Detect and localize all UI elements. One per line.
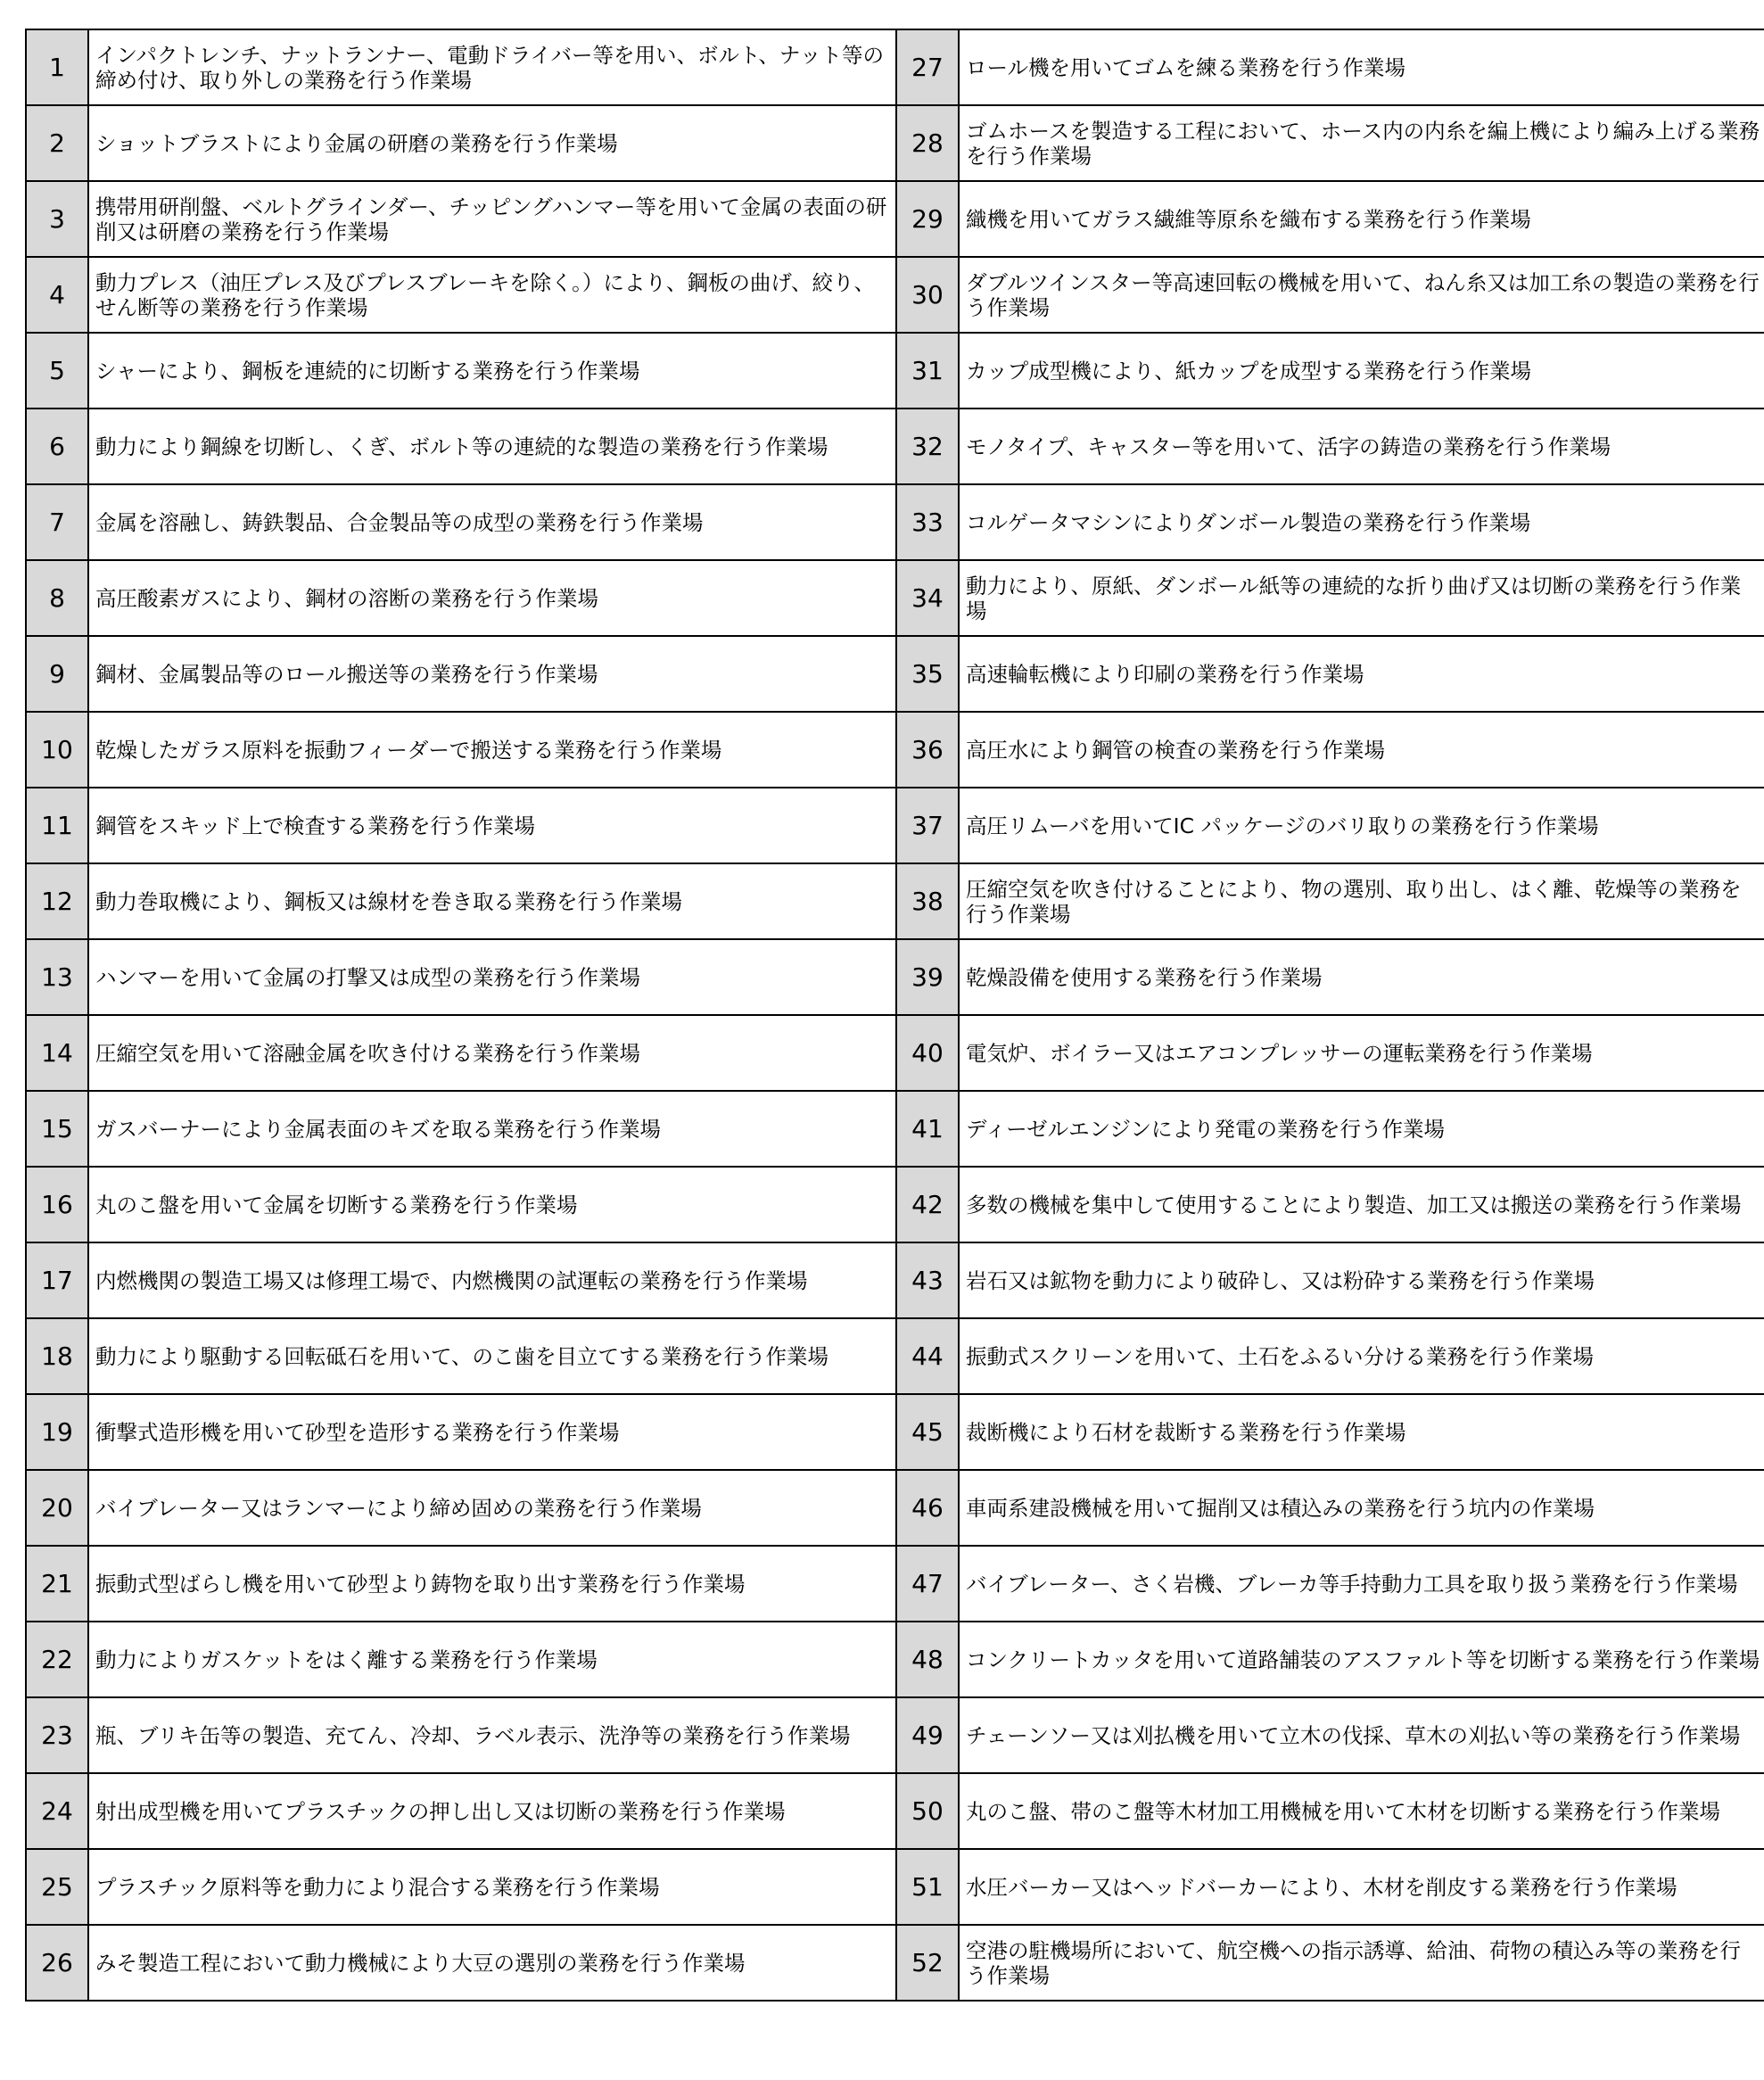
right-item-description: 動力により、原紙、ダンボール紙等の連続的な折り曲げ又は切断の業務を行う作業場 bbox=[959, 560, 1764, 636]
left-item-description: 動力によりガスケットをはく離する業務を行う作業場 bbox=[88, 1622, 896, 1697]
left-item-number: 24 bbox=[26, 1773, 88, 1849]
right-item-description: 岩石又は鉱物を動力により破砕し、又は粉砕する業務を行う作業場 bbox=[959, 1242, 1764, 1318]
left-item-description: 瓶、ブリキ缶等の製造、充てん、冷却、ラベル表示、洗浄等の業務を行う作業場 bbox=[88, 1697, 896, 1773]
left-item-description: 動力プレス（油圧プレス及びプレスブレーキを除く。）により、鋼板の曲げ、絞り、せん断等の業務を行う作業場 bbox=[88, 257, 896, 333]
right-item-description: ゴムホースを製造する工程において、ホース内の内糸を編上機により編み上げる業務を行う作業場 bbox=[959, 105, 1764, 181]
left-item-number: 11 bbox=[26, 788, 88, 863]
left-item-number: 7 bbox=[26, 484, 88, 560]
right-item-description: ダブルツインスター等高速回転の機械を用いて、ねん糸又は加工糸の製造の業務を行う作業場 bbox=[959, 257, 1764, 333]
left-item-number: 6 bbox=[26, 409, 88, 484]
right-item-number: 49 bbox=[896, 1697, 959, 1773]
table-row bbox=[26, 29, 1764, 105]
left-item-description: 鋼材、金属製品等のロール搬送等の業務を行う作業場 bbox=[88, 636, 896, 712]
table-row bbox=[26, 560, 1764, 636]
left-item-number: 23 bbox=[26, 1697, 88, 1773]
right-item-description: ロール機を用いてゴムを練る業務を行う作業場 bbox=[959, 29, 1764, 105]
right-item-description: コルゲータマシンによりダンボール製造の業務を行う作業場 bbox=[959, 484, 1764, 560]
right-item-number: 32 bbox=[896, 409, 959, 484]
left-item-description: 射出成型機を用いてプラスチックの押し出し又は切断の業務を行う作業場 bbox=[88, 1773, 896, 1849]
right-item-number: 36 bbox=[896, 712, 959, 788]
left-item-description: バイブレーター又はランマーにより締め固めの業務を行う作業場 bbox=[88, 1470, 896, 1546]
table-row bbox=[26, 1773, 1764, 1849]
table-row bbox=[26, 257, 1764, 333]
left-item-number: 9 bbox=[26, 636, 88, 712]
left-item-description: 高圧酸素ガスにより、鋼材の溶断の業務を行う作業場 bbox=[88, 560, 896, 636]
right-item-number: 33 bbox=[896, 484, 959, 560]
right-item-description: 裁断機により石材を裁断する業務を行う作業場 bbox=[959, 1394, 1764, 1470]
table-row bbox=[26, 105, 1764, 181]
left-item-number: 17 bbox=[26, 1242, 88, 1318]
right-item-description: 車両系建設機械を用いて掘削又は積込みの業務を行う坑内の作業場 bbox=[959, 1470, 1764, 1546]
left-item-description: 乾燥したガラス原料を振動フィーダーで搬送する業務を行う作業場 bbox=[88, 712, 896, 788]
left-item-description: インパクトレンチ、ナットランナー、電動ドライバー等を用い、ボルト、ナット等の締め付け、取り外しの業務を行う作業場 bbox=[88, 29, 896, 105]
right-item-description: コンクリートカッタを用いて道路舗装のアスファルト等を切断する業務を行う作業場 bbox=[959, 1622, 1764, 1697]
left-item-description: ショットブラストにより金属の研磨の業務を行う作業場 bbox=[88, 105, 896, 181]
left-item-description: 丸のこ盤を用いて金属を切断する業務を行う作業場 bbox=[88, 1167, 896, 1242]
left-item-description: ハンマーを用いて金属の打撃又は成型の業務を行う作業場 bbox=[88, 939, 896, 1015]
left-item-description: シャーにより、鋼板を連続的に切断する業務を行う作業場 bbox=[88, 333, 896, 409]
right-item-number: 38 bbox=[896, 863, 959, 939]
table-row bbox=[26, 1091, 1764, 1167]
right-item-number: 28 bbox=[896, 105, 959, 181]
right-item-description: チェーンソー又は刈払機を用いて立木の伐採、草木の刈払い等の業務を行う作業場 bbox=[959, 1697, 1764, 1773]
right-item-number: 48 bbox=[896, 1622, 959, 1697]
right-item-number: 34 bbox=[896, 560, 959, 636]
left-item-number: 20 bbox=[26, 1470, 88, 1546]
left-item-number: 16 bbox=[26, 1167, 88, 1242]
right-item-description: 乾燥設備を使用する業務を行う作業場 bbox=[959, 939, 1764, 1015]
right-item-description: ディーゼルエンジンにより発電の業務を行う作業場 bbox=[959, 1091, 1764, 1167]
left-item-number: 5 bbox=[26, 333, 88, 409]
left-item-number: 2 bbox=[26, 105, 88, 181]
left-item-description: 鋼管をスキッド上で検査する業務を行う作業場 bbox=[88, 788, 896, 863]
left-item-description: 携帯用研削盤、ベルトグラインダー、チッピングハンマー等を用いて金属の表面の研削又は研磨の業務を行う作業場 bbox=[88, 181, 896, 257]
left-item-number: 26 bbox=[26, 1925, 88, 2001]
table-row bbox=[26, 409, 1764, 484]
left-item-description: 動力により鋼線を切断し、くぎ、ボルト等の連続的な製造の業務を行う作業場 bbox=[88, 409, 896, 484]
right-item-description: 振動式スクリーンを用いて、土石をふるい分ける業務を行う作業場 bbox=[959, 1318, 1764, 1394]
table-row bbox=[26, 1470, 1764, 1546]
right-item-number: 31 bbox=[896, 333, 959, 409]
left-item-description: 動力巻取機により、鋼板又は線材を巻き取る業務を行う作業場 bbox=[88, 863, 896, 939]
right-item-number: 45 bbox=[896, 1394, 959, 1470]
left-item-number: 13 bbox=[26, 939, 88, 1015]
table-row bbox=[26, 1242, 1764, 1318]
right-item-description: バイブレーター、さく岩機、ブレーカ等手持動力工具を取り扱う業務を行う作業場 bbox=[959, 1546, 1764, 1622]
right-item-number: 39 bbox=[896, 939, 959, 1015]
right-item-description: 水圧バーカー又はヘッドバーカーにより、木材を削皮する業務を行う作業場 bbox=[959, 1849, 1764, 1925]
table-row bbox=[26, 712, 1764, 788]
right-item-description: カップ成型機により、紙カップを成型する業務を行う作業場 bbox=[959, 333, 1764, 409]
right-item-description: 高速輪転機により印刷の業務を行う作業場 bbox=[959, 636, 1764, 712]
left-item-number: 19 bbox=[26, 1394, 88, 1470]
left-item-number: 21 bbox=[26, 1546, 88, 1622]
table-row bbox=[26, 1697, 1764, 1773]
table-row bbox=[26, 1015, 1764, 1091]
table-row bbox=[26, 484, 1764, 560]
table-row bbox=[26, 181, 1764, 257]
left-item-number: 1 bbox=[26, 29, 88, 105]
noise-worksite-table bbox=[25, 29, 1764, 2002]
right-item-number: 27 bbox=[896, 29, 959, 105]
left-item-description: 振動式型ばらし機を用いて砂型より鋳物を取り出す業務を行う作業場 bbox=[88, 1546, 896, 1622]
left-item-number: 15 bbox=[26, 1091, 88, 1167]
table-row bbox=[26, 1546, 1764, 1622]
right-item-description: モノタイプ、キャスター等を用いて、活字の鋳造の業務を行う作業場 bbox=[959, 409, 1764, 484]
right-item-description: 丸のこ盤、帯のこ盤等木材加工用機械を用いて木材を切断する業務を行う作業場 bbox=[959, 1773, 1764, 1849]
table-row bbox=[26, 788, 1764, 863]
table-row bbox=[26, 1394, 1764, 1470]
right-item-number: 52 bbox=[896, 1925, 959, 2001]
left-item-number: 12 bbox=[26, 863, 88, 939]
left-item-description: 金属を溶融し、鋳鉄製品、合金製品等の成型の業務を行う作業場 bbox=[88, 484, 896, 560]
right-item-number: 46 bbox=[896, 1470, 959, 1546]
left-item-number: 8 bbox=[26, 560, 88, 636]
left-item-number: 10 bbox=[26, 712, 88, 788]
table-row bbox=[26, 1925, 1764, 2001]
left-item-number: 14 bbox=[26, 1015, 88, 1091]
left-item-description: 圧縮空気を用いて溶融金属を吹き付ける業務を行う作業場 bbox=[88, 1015, 896, 1091]
right-item-number: 41 bbox=[896, 1091, 959, 1167]
right-item-description: 高圧リムーバを用いてIC パッケージのバリ取りの業務を行う作業場 bbox=[959, 788, 1764, 863]
table-row bbox=[26, 333, 1764, 409]
left-item-description: 動力により駆動する回転砥石を用いて、のこ歯を目立てする業務を行う作業場 bbox=[88, 1318, 896, 1394]
table-body bbox=[26, 29, 1764, 2001]
left-item-number: 3 bbox=[26, 181, 88, 257]
left-item-number: 18 bbox=[26, 1318, 88, 1394]
right-item-number: 37 bbox=[896, 788, 959, 863]
table-row bbox=[26, 863, 1764, 939]
right-item-description: 空港の駐機場所において、航空機への指示誘導、給油、荷物の積込み等の業務を行う作業場 bbox=[959, 1925, 1764, 2001]
right-item-description: 電気炉、ボイラー又はエアコンプレッサーの運転業務を行う作業場 bbox=[959, 1015, 1764, 1091]
left-item-number: 22 bbox=[26, 1622, 88, 1697]
left-item-number: 25 bbox=[26, 1849, 88, 1925]
left-item-description: プラスチック原料等を動力により混合する業務を行う作業場 bbox=[88, 1849, 896, 1925]
table-row bbox=[26, 1622, 1764, 1697]
right-item-number: 51 bbox=[896, 1849, 959, 1925]
right-item-number: 35 bbox=[896, 636, 959, 712]
right-item-number: 47 bbox=[896, 1546, 959, 1622]
left-item-description: 衝撃式造形機を用いて砂型を造形する業務を行う作業場 bbox=[88, 1394, 896, 1470]
left-item-description: ガスバーナーにより金属表面のキズを取る業務を行う作業場 bbox=[88, 1091, 896, 1167]
right-item-number: 30 bbox=[896, 257, 959, 333]
left-item-description: 内燃機関の製造工場又は修理工場で、内燃機関の試運転の業務を行う作業場 bbox=[88, 1242, 896, 1318]
right-item-number: 40 bbox=[896, 1015, 959, 1091]
table-row bbox=[26, 1849, 1764, 1925]
right-item-number: 43 bbox=[896, 1242, 959, 1318]
table-row bbox=[26, 939, 1764, 1015]
right-item-description: 高圧水により鋼管の検査の業務を行う作業場 bbox=[959, 712, 1764, 788]
right-item-description: 織機を用いてガラス繊維等原糸を織布する業務を行う作業場 bbox=[959, 181, 1764, 257]
right-item-number: 29 bbox=[896, 181, 959, 257]
right-item-number: 42 bbox=[896, 1167, 959, 1242]
right-item-number: 44 bbox=[896, 1318, 959, 1394]
table-row bbox=[26, 1167, 1764, 1242]
right-item-description: 圧縮空気を吹き付けることにより、物の選別、取り出し、はく離、乾燥等の業務を行う作業場 bbox=[959, 863, 1764, 939]
table-row bbox=[26, 636, 1764, 712]
table-row bbox=[26, 1318, 1764, 1394]
right-item-number: 50 bbox=[896, 1773, 959, 1849]
left-item-description: みそ製造工程において動力機械により大豆の選別の業務を行う作業場 bbox=[88, 1925, 896, 2001]
left-item-number: 4 bbox=[26, 257, 88, 333]
right-item-description: 多数の機械を集中して使用することにより製造、加工又は搬送の業務を行う作業場 bbox=[959, 1167, 1764, 1242]
